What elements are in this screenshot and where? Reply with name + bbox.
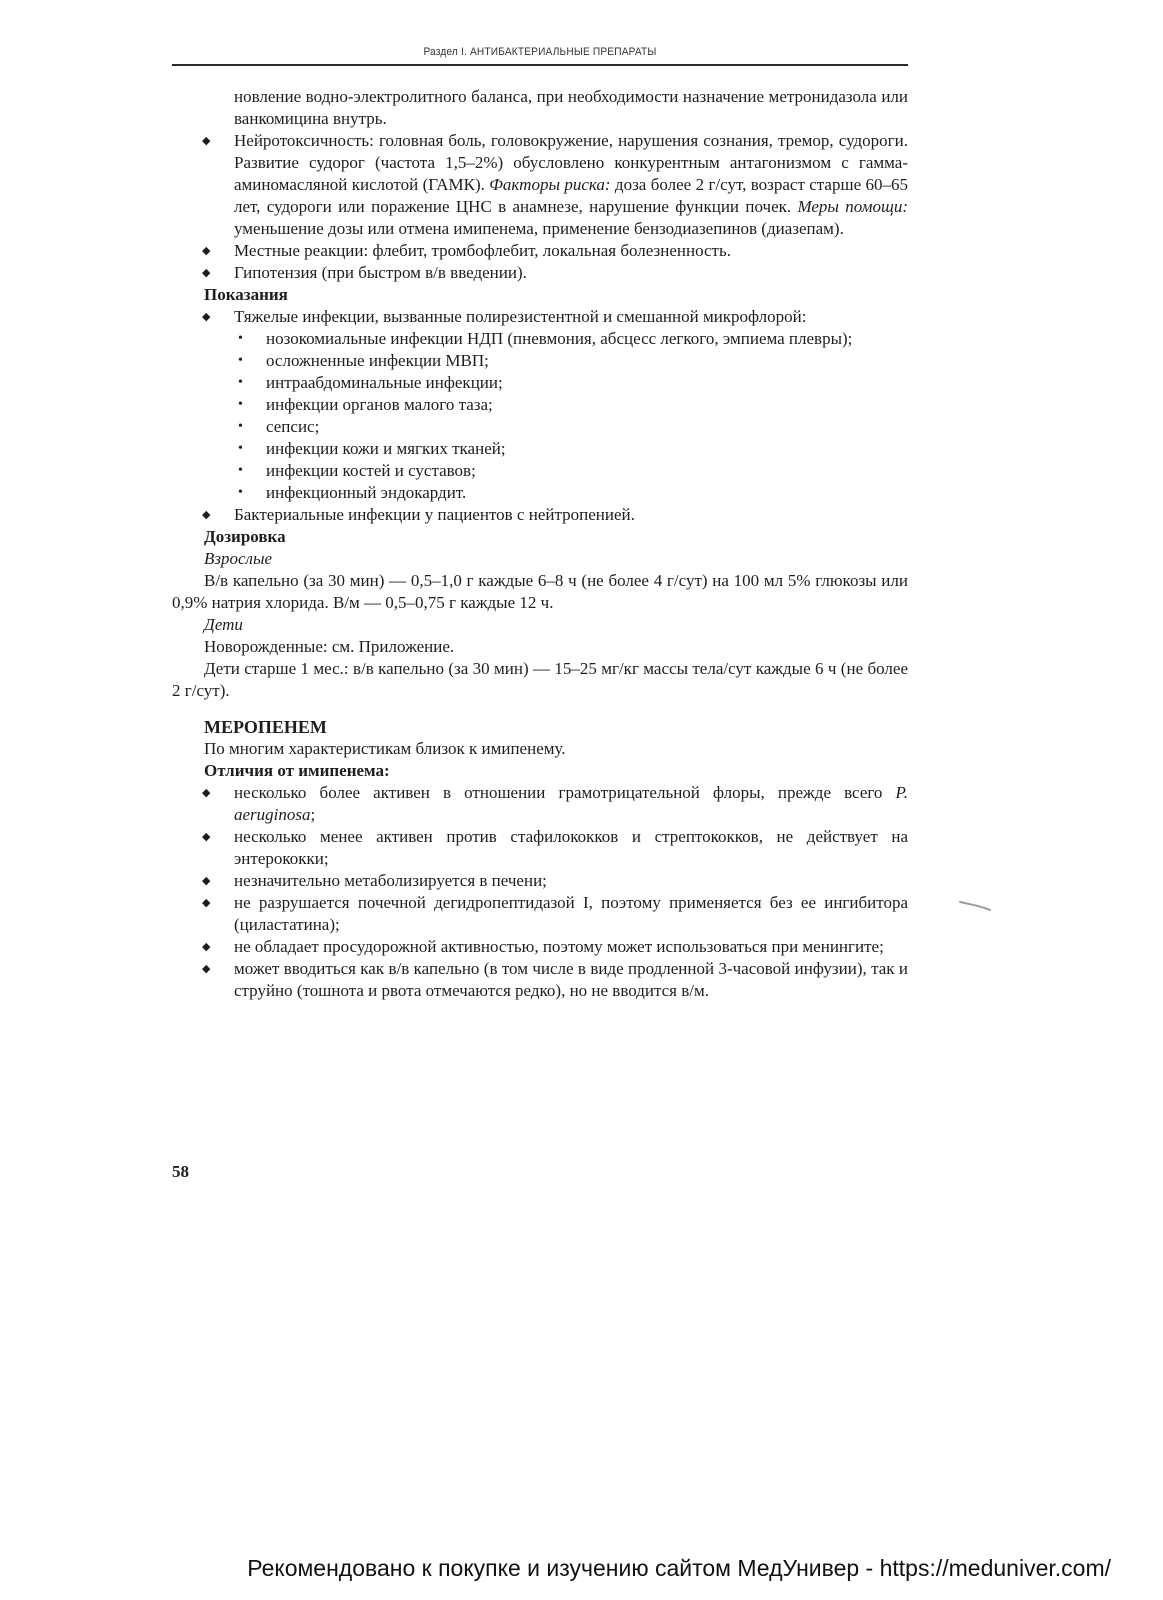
list-item — [172, 936, 908, 958]
difference-text: не обладает просудорожной активностью, поэтому может использоваться при менингите; — [234, 937, 884, 956]
dot-bullet-icon: • — [238, 375, 243, 390]
sub-list-item — [172, 372, 908, 394]
differences-heading: Отличия от имипенема: — [204, 761, 390, 780]
dosage-heading: Дозировка — [204, 527, 286, 546]
diamond-bullet-icon: ◆ — [202, 875, 211, 887]
list-item — [172, 870, 908, 892]
sub-list-item — [172, 350, 908, 372]
footer-recommendation: Рекомендовано к покупке и изучению сайтом МедУнивер - https://meduniver.com/ — [247, 1555, 1111, 1581]
scan-artifact-mark — [958, 898, 992, 912]
dot-bullet-icon: • — [238, 463, 243, 478]
indications-list — [172, 306, 908, 328]
indications-list-tail — [172, 504, 908, 526]
help-measures-label: Меры помощи: — [797, 197, 908, 216]
dot-bullet-icon: • — [238, 353, 243, 368]
dot-bullet-icon: • — [238, 419, 243, 434]
diamond-bullet-icon: ◆ — [202, 831, 211, 843]
neuro-text-b: доза более 2 г/сут, возраст старше 60–65 лет, судороги или поражение ЦНС в анамнезе, нарушение функции почек. — [234, 175, 908, 216]
dot-bullet-icon: • — [238, 485, 243, 500]
diamond-bullet-icon: ◆ — [202, 941, 211, 953]
dot-bullet-icon: • — [238, 331, 243, 346]
neuro-text-a: Нейротоксичность: головная боль, головокружение, нарушения сознания, тремор, судороги. Развитие судорог (частота 1,5–2%) обусловлено конкурентным антагонизмом с гамма-аминомасляной кислотой (ГАМК). — [234, 131, 908, 194]
page-number: 58 — [172, 1162, 189, 1181]
adults-dosage-text: В/в капельно (за 30 мин) — 0,5–1,0 г каждые 6–8 ч (не более 4 г/сут) на 100 мл 5% глюкозы или 0,9% натрия хлорида. В/м — 0,5–0,75 г каждые 12 ч. — [172, 571, 908, 612]
sub-item-text: инфекционный эндокардит. — [266, 483, 467, 502]
list-item — [172, 958, 908, 1002]
difference-text: незначительно метаболизируется в печени; — [234, 871, 547, 890]
children-label: Дети — [204, 615, 243, 634]
difference-1-text: несколько более активен в отношении грамотрицательной флоры, прежде всего — [234, 783, 896, 802]
sub-list-item — [172, 416, 908, 438]
page-content — [172, 86, 908, 1002]
sub-item-text: интраабдоминальные инфекции; — [266, 373, 503, 392]
indications-sub-list — [172, 328, 908, 504]
diamond-bullet-icon: ◆ — [202, 787, 211, 799]
sub-item-text: осложненные инфекции МВП; — [266, 351, 489, 370]
indications-heading: Показания — [204, 285, 288, 304]
difference-text: может вводиться как в/в капельно (в том числе в виде продленной 3-часовой инфузии), так и струйно (тошнота и рвота отмечаются редко), но не вводится в/м. — [234, 959, 908, 1000]
list-item — [172, 306, 908, 328]
sub-list-item — [172, 394, 908, 416]
local-reactions-text: Местные реакции: флебит, тромбофлебит, локальная болезненность. — [234, 241, 731, 260]
sub-item-text: сепсис; — [266, 417, 320, 436]
risk-factors-label: Факторы риска: — [489, 175, 611, 194]
neuro-text-c: уменьшение дозы или отмена имипенема, применение бензодиазепинов (диазепам). — [234, 219, 844, 238]
sub-item-text: нозокомиальные инфекции НДП (пневмония, абсцесс легкого, эмпиема плевры); — [266, 329, 853, 348]
list-item — [172, 892, 908, 936]
list-item — [172, 826, 908, 870]
sub-item-text: инфекции костей и суставов; — [266, 461, 476, 480]
severe-infections-text: Тяжелые инфекции, вызванные полирезистентной и смешанной микрофлорой: — [234, 307, 807, 326]
list-item — [172, 782, 908, 826]
adults-label: Взрослые — [204, 549, 273, 568]
diamond-bullet-icon: ◆ — [202, 509, 211, 521]
meropenem-intro: По многим характеристикам близок к имипенему. — [204, 739, 566, 758]
running-header: Раздел I. АНТИБАКТЕРИАЛЬНЫЕ ПРЕПАРАТЫ — [423, 46, 657, 58]
diamond-bullet-icon: ◆ — [202, 245, 211, 257]
newborns-text: Новорожденные: см. Приложение. — [204, 637, 455, 656]
list-item — [172, 130, 908, 240]
intro-continuation: новление водно-электролитного баланса, при необходимости назначение метронидазола или ванкомицина внутрь. — [234, 87, 908, 128]
dot-bullet-icon: • — [238, 397, 243, 412]
header-rule — [172, 64, 908, 66]
dot-bullet-icon: • — [238, 441, 243, 456]
sub-list-item — [172, 328, 908, 350]
meropenem-differences-list — [172, 782, 908, 1002]
hypotension-text: Гипотензия (при быстром в/в введении). — [234, 263, 527, 282]
sub-list-item — [172, 460, 908, 482]
meropenem-title: МЕРОПЕНЕМ — [204, 717, 327, 737]
diamond-bullet-icon: ◆ — [202, 311, 211, 323]
children-dosage-text: Дети старше 1 мес.: в/в капельно (за 30 мин) — 15–25 мг/кг массы тела/сут каждые 6 ч (не более 2 г/сут). — [172, 659, 908, 700]
sub-item-text: инфекции органов малого таза; — [266, 395, 493, 414]
sub-list-item — [172, 482, 908, 504]
neutropenia-text: Бактериальные инфекции у пациентов с нейтропенией. — [234, 505, 635, 524]
difference-text: не разрушается почечной дегидропептидазой I, поэтому применяется без ее ингибитора (циластатина); — [234, 893, 908, 934]
list-item — [172, 262, 908, 284]
difference-1-tail: ; — [310, 805, 316, 824]
difference-text: несколько менее активен против стафилококков и стрептококков, не действует на энтерококки; — [234, 827, 908, 868]
sub-list-item — [172, 438, 908, 460]
diamond-bullet-icon: ◆ — [202, 135, 211, 147]
diamond-bullet-icon: ◆ — [202, 897, 211, 909]
diamond-bullet-icon: ◆ — [202, 963, 211, 975]
species-name: P. aeruginosa — [234, 783, 908, 824]
list-item — [172, 240, 908, 262]
sub-item-text: инфекции кожи и мягких тканей; — [266, 439, 506, 458]
adverse-effects-list — [172, 130, 908, 284]
diamond-bullet-icon: ◆ — [202, 267, 211, 279]
list-item — [172, 504, 908, 526]
